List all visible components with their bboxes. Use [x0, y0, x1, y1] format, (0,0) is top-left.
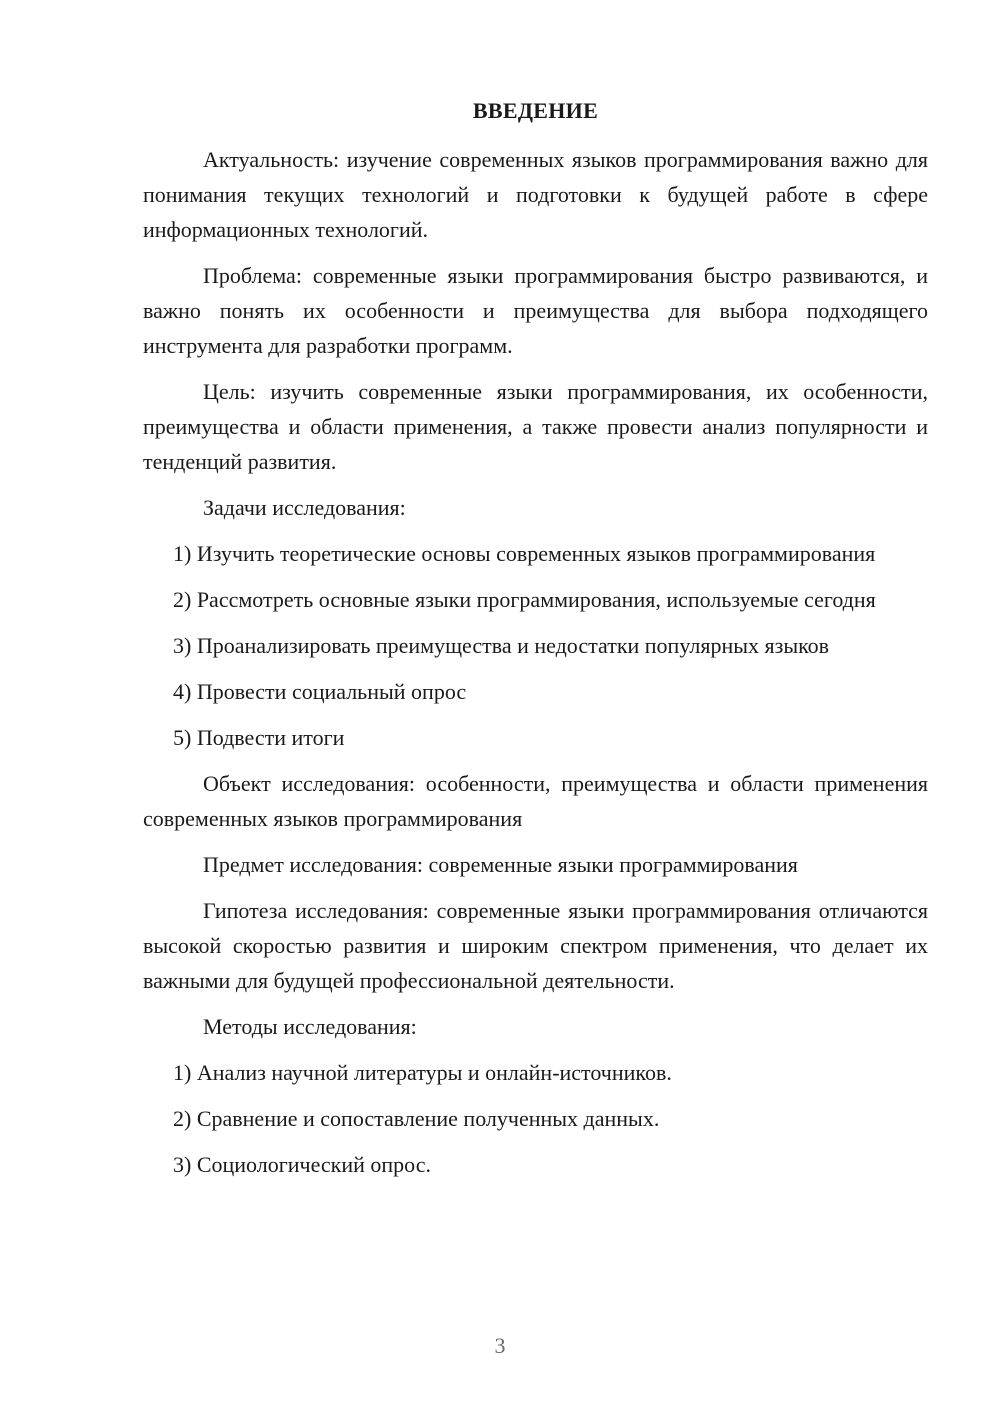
paragraph-object: Объект исследования: особенности, преимущества и области применения современных языков программирования — [143, 771, 928, 831]
page-title: ВВЕДЕНИЕ — [472, 98, 599, 123]
paragraph-relevance: Актуальность: изучение современных языков программирования важно для понимания текущих технологий и подготовки к будущей работе в сфере информационных технологий. — [143, 147, 928, 242]
list-item: 3) Социологический опрос. — [173, 1152, 431, 1177]
methods-heading: Методы исследования: — [203, 1014, 417, 1039]
page-body — [143, 94, 928, 1193]
methods-list — [143, 1055, 928, 1182]
tasks-list — [143, 536, 928, 755]
list-item: 1) Изучить теоретические основы современных языков программирования — [173, 541, 876, 566]
paragraph-problem: Проблема: современные языки программирования быстро развиваются, и важно понять их особенности и преимущества для выбора подходящего инструмента для разработки программ. — [143, 263, 928, 358]
list-item: 2) Сравнение и сопоставление полученных данных. — [173, 1106, 660, 1131]
list-item: 5) Подвести итоги — [173, 725, 345, 750]
paragraph-hypothesis: Гипотеза исследования: современные языки программирования отличаются высокой скоростью развития и широким спектром применения, что делает их важными для будущей профессиональной деятельности. — [143, 898, 928, 993]
list-item: 3) Проанализировать преимущества и недостатки популярных языков — [173, 633, 830, 658]
tasks-heading: Задачи исследования: — [203, 495, 406, 520]
list-item: 1) Анализ научной литературы и онлайн-источников. — [173, 1060, 672, 1085]
list-item: 2) Рассмотреть основные языки программирования, используемые сегодня — [173, 587, 876, 612]
paragraph-goal: Цель: изучить современные языки программирования, их особенности, преимущества и области применения, а также провести анализ популярности и тенденций развития. — [143, 379, 928, 474]
list-item: 4) Провести социальный опрос — [173, 679, 467, 704]
page-number: 3 — [494, 1333, 506, 1358]
paragraph-subject: Предмет исследования: современные языки программирования — [203, 852, 798, 877]
